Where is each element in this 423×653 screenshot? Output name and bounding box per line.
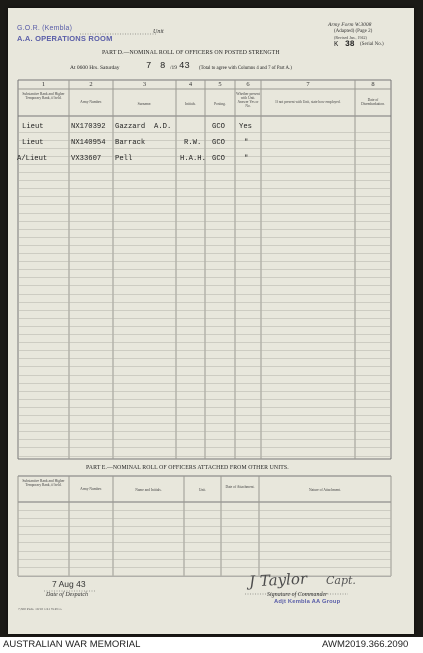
col-number-5: 5 (218, 81, 222, 88)
col-header-number: Army Number. (80, 100, 102, 104)
form-id: Army Form W.3008 (328, 22, 372, 28)
col-number-7: 7 (306, 81, 310, 88)
col-header-rank: Substantive Rank and Higher Temporary Rank, if held. (22, 92, 65, 100)
col-number-2: 2 (89, 81, 93, 88)
col-header-employed: If not present with Unit, state how employed. (275, 100, 341, 104)
signature-rank: Capt. (326, 574, 356, 587)
row-posting: GCO (212, 155, 225, 163)
army-form-page (8, 8, 414, 634)
row-surname: Pell (115, 155, 133, 163)
unit-label: Unit (153, 29, 164, 35)
row-posting: GCO (212, 123, 225, 131)
row-surname: Barrack (115, 139, 146, 147)
col-header-initials: Initials. (185, 102, 196, 106)
part-e-header-rank: Substantive Rank and Higher Temporary Rank, if held. (22, 479, 65, 487)
part-e-header-date: Date of Attachment. (225, 485, 255, 489)
date-year-prefix: /19 (170, 65, 178, 71)
col-number-6: 6 (246, 81, 250, 88)
row-rank: A/Lieut (17, 155, 48, 163)
row-present: " (244, 139, 249, 147)
part-e-header-name: Name and Initials. (135, 488, 162, 492)
row-initials: H.A.H. (180, 155, 206, 163)
row-rank: Lieut (22, 139, 44, 147)
row-posting: GCO (212, 139, 225, 147)
col-number-4: 4 (188, 81, 193, 88)
part-e-header-nature: Nature of Attachment. (308, 488, 342, 492)
row-surname: Gazzard (115, 123, 146, 131)
row-present: " (244, 155, 249, 163)
archive-institution: AUSTRALIAN WAR MEMORIAL (3, 639, 141, 650)
row-initials: A.D. (154, 123, 172, 131)
col-header-surname: Surname. (137, 102, 152, 106)
part-d-time: At 0600 Hrs. Saturday (70, 65, 120, 71)
archive-footer (0, 637, 423, 653)
signature-label: Signature of Commander (267, 592, 328, 598)
part-d-title: PART D.—NOMINAL ROLL OF OFFICERS ON POSTED STRENGTH (102, 50, 280, 56)
part-d-total-note: (Total to agree with Columns 4 and 7 of Part A.) (199, 66, 292, 71)
row-army-number: VX33607 (71, 155, 102, 163)
col-header-present: Whether present with Unit. Answer Yes or No. (236, 92, 260, 108)
part-e-title: PART E.—NOMINAL ROLL OF OFFICERS ATTACHED FROM OTHER UNITS. (86, 465, 289, 471)
form-revised: (Revised Jan., 1942) (334, 35, 367, 40)
serial-label: (Serial No.) (360, 42, 384, 47)
col-number-3: 3 (142, 81, 147, 88)
col-number-8: 8 (371, 81, 375, 88)
form-adapted: (Adapted) (Page 2) (334, 29, 373, 34)
despatch-label: Date of Despatch (46, 592, 88, 598)
archive-accession: AWM2019.366.2090 (322, 639, 409, 650)
serial-value: 38 (345, 40, 355, 49)
row-present: Yes (239, 123, 252, 131)
date-day: 7 (146, 61, 152, 71)
despatch-date: 7 Aug 43 (52, 579, 86, 589)
printer-mark: 7,500 Pads. 10/10 1/41 W.P.Co. (18, 607, 63, 611)
part-e-header-number: Army Number. (80, 487, 102, 491)
commander-signature: J Taylor (248, 569, 308, 591)
adjutant-stamp: Adjt Kembla AA Group (274, 599, 341, 605)
row-army-number: NX140954 (71, 139, 106, 147)
serial-prefix: K (334, 41, 339, 49)
row-initials: R.W. (184, 139, 202, 147)
col-number-1: 1 (41, 81, 46, 88)
row-army-number: NX170392 (71, 123, 106, 131)
row-rank: Lieut (22, 123, 44, 131)
date-month: 8 (160, 61, 166, 71)
col-header-disembark: Date of Disembarkation. (361, 98, 385, 106)
unit-stamp-line1: G.O.R. (Kembla) (17, 25, 73, 32)
col-header-posting: Posting. (214, 102, 226, 106)
unit-stamp-line2: A.A. OPERATIONS ROOM (17, 34, 113, 43)
date-year: 43 (179, 61, 190, 71)
part-e-header-unit: Unit. (198, 488, 207, 492)
